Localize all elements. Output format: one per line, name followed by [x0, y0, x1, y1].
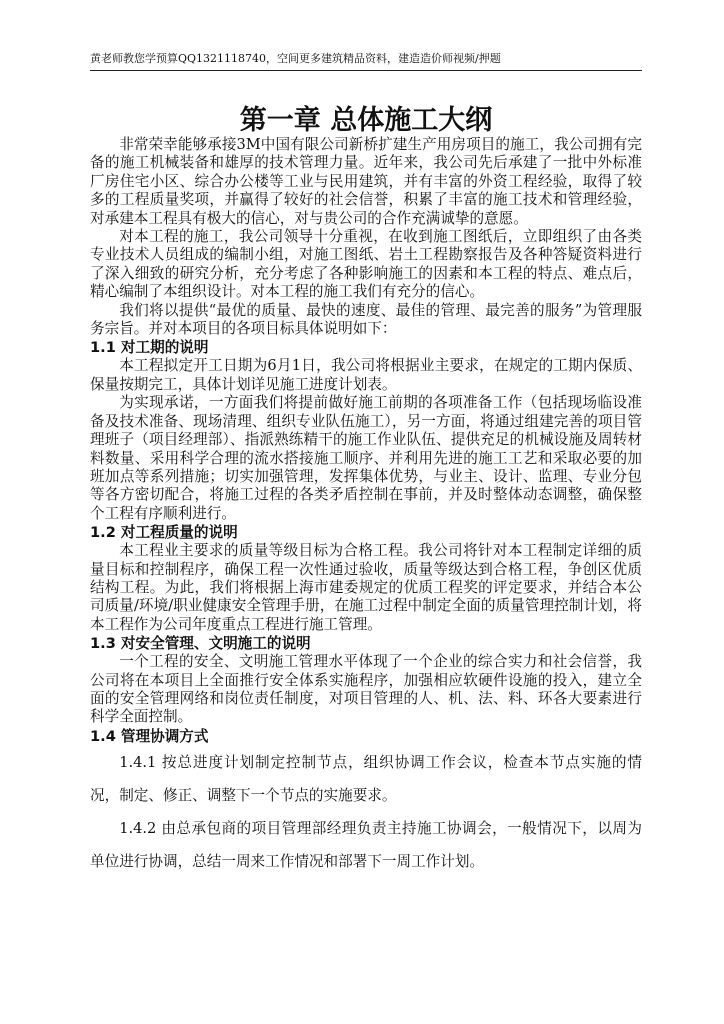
header-divider	[90, 70, 642, 71]
coordination-paragraph-1: 1.4.1 按总进度计划制定控制节点，组织协调工作会议，检查本节点实施的情况，制定、修正、调整下一个节点的实施要求。	[90, 753, 642, 804]
schedule-paragraph-1: 本工程拟定开工日期为6月1日，我公司将根据业主要求，在规定的工期内保质、保量按期完工，具体计划详见施工进度计划表。	[90, 357, 642, 393]
quality-paragraph-1: 本工程业主要求的质量等级目标为合格工程。我公司将针对本工程制定详细的质量目标和控制程序，确保工程一次性通过验收，质量等级达到合格工程，争创区优质结构工程。为此，我们将根据上海市建委规定的优质工程奖的评定要求，并结合本公司质量/环境/职业健康安全管理手册，在施工过程中制定全面的质量管理控制计划，将本工程作为公司年度重点工程进行施工管理。	[90, 542, 642, 633]
coordination-paragraph-2: 1.4.2 由总承包商的项目管理部经理负责主持施工协调会，一般情况下，以周为单位进行协调，总结一周来工作情况和部署下一周工作计划。	[90, 819, 642, 870]
safety-paragraph-1: 一个工程的安全、文明施工管理水平体现了一个企业的综合实力和社会信誉，我公司将在本项目上全面推行安全体系实施程序，加强相应软硬件设施的投入，建立全面的安全管理网络和岗位责任制度，对项目管理的人、机、法、料、环各大要素进行科学全面控制。	[90, 653, 642, 726]
section-heading-safety: 1.3 对安全管理、文明施工的说明	[90, 635, 311, 653]
section-heading-schedule: 1.1 对工期的说明	[90, 339, 209, 357]
intro-paragraph-3: 我们将以提供“最优的质量、最快的速度、最佳的管理、最完善的服务”为管理服务宗旨。并对本项目的各项目标具体说明如下：	[90, 301, 642, 338]
section-heading-quality: 1.2 对工程质量的说明	[90, 524, 238, 542]
schedule-paragraph-2: 为实现承诺，一方面我们将提前做好施工前期的各项准备工作（包括现场临设准备及技术准备、现场清理、组织专业队伍施工），另一方面，将通过组建完善的项目管理班子（项目经理部）、指派熟练精干的施工作业队伍、提供充足的机械设施及周转材料数量、采用科学合理的流水搭接施工顺序、并利用先进的施工工艺和采取必要的加班加点等系列措施；切实加强管理，发挥集体优势，与业主、设计、监理、专业分包等各方密切配合，将施工过程的各类矛盾控制在事前，并及时整体动态调整，确保整个工程有序顺利进行。	[90, 394, 642, 522]
intro-paragraph-1: 非常荣幸能够承接3M中国有限公司新桥扩建生产用房项目的施工，我公司拥有完备的施工机械装备和雄厚的技术管理力量。近年来，我公司先后承建了一批中外标准厂房住宅小区、综合办公楼等工业与民用建筑，并有丰富的外资工程经验，取得了较多的工程质量奖项，并赢得了较好的社会信誉，积累了丰富的施工技术和管理经验，对承建本工程具有极大的信心，对与贵公司的合作充满诚挚的意愿。	[90, 136, 642, 227]
section-heading-coordination: 1.4 管理协调方式	[90, 727, 209, 745]
page-header: 黄老师教您学预算QQ1321118740，空间更多建筑精品资料，建造造价师视频/押题	[90, 52, 501, 65]
intro-paragraph-2: 对本工程的施工，我公司领导十分重视，在收到施工图纸后，立即组织了由各类专业技术人员组成的编制小组，对施工图纸、岩土工程勘察报告及各种答疑资料进行了深入细致的研究分析，充分考虑了各种影响施工的因素和本工程的特点、难点后，精心编制了本组织设计。对本工程的施工我们有充分的信心。	[90, 228, 642, 301]
document-body	[90, 136, 642, 878]
chapter-title: 第一章 总体施工大纲	[239, 105, 493, 137]
